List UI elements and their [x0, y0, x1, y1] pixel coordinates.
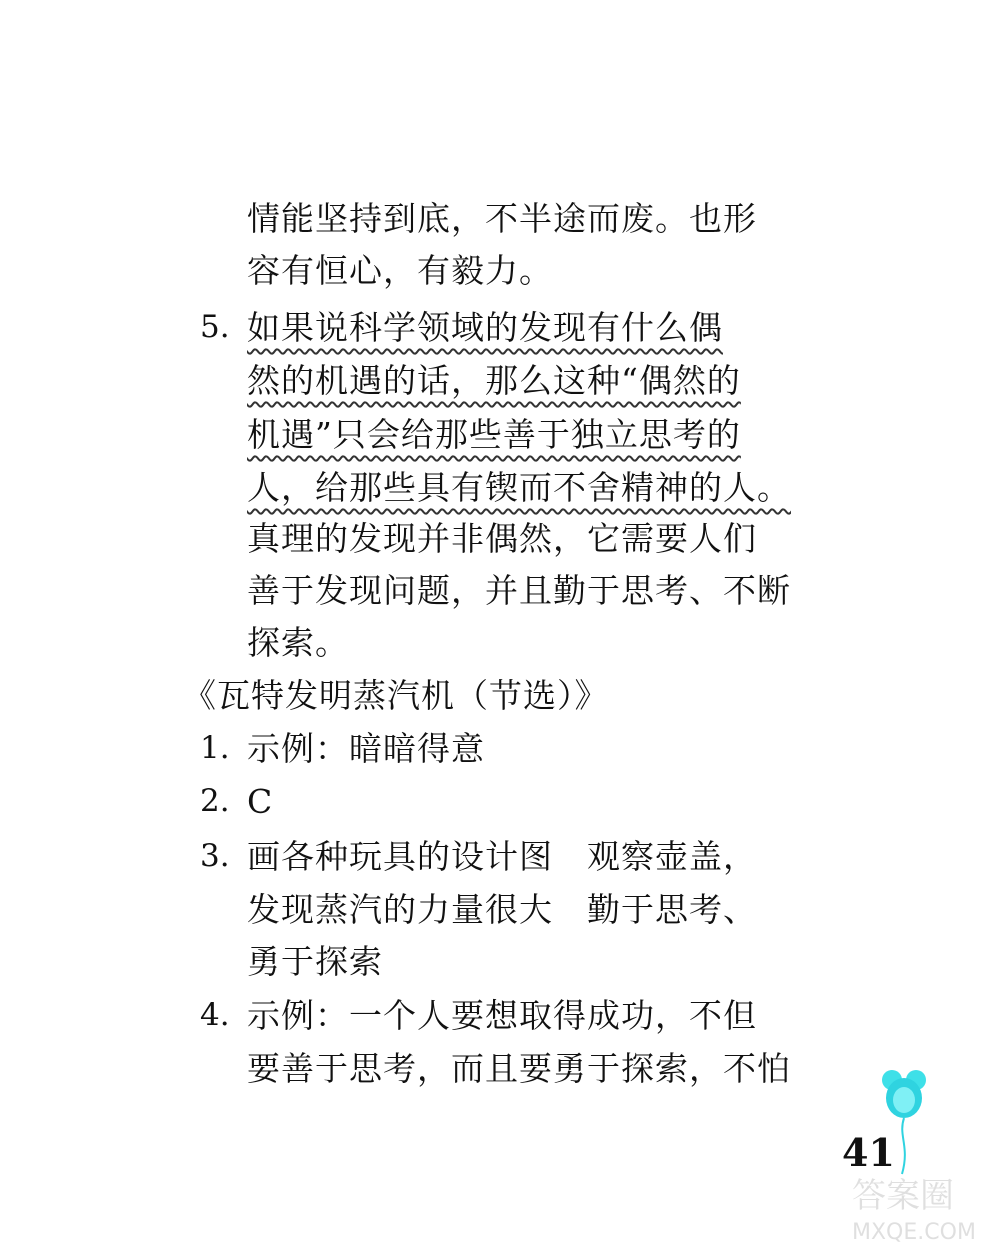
page-number: 41 — [842, 1130, 895, 1175]
svg-text:MXQE.COM: MXQE.COM — [852, 1220, 976, 1245]
item-3-line-3: 勇于探索 — [247, 942, 383, 981]
item-3-line-2: 发现蒸汽的力量很大 勤于思考、 — [247, 890, 757, 929]
question-5-number: 5. — [200, 309, 230, 345]
section-title: 《瓦特发明蒸汽机（节选）》 — [183, 676, 609, 715]
question-5-line-3: 机遇”只会给那些善于独立思考的 — [247, 415, 741, 454]
question-5-line-1: 如果说科学领域的发现有什么偶 — [247, 308, 723, 347]
question-5-line-2: 然的机遇的话，那么这种“偶然的 — [247, 361, 741, 400]
item-1-text: 示例：暗暗得意 — [247, 729, 485, 768]
continued-line-1: 情能坚持到底，不半途而废。也形 — [247, 199, 757, 238]
watermark-logo — [848, 1165, 988, 1245]
item-3-number: 3. — [200, 838, 230, 874]
question-5-line-5: 真理的发现并非偶然，它需要人们 — [247, 519, 757, 558]
item-1-number: 1. — [200, 730, 230, 766]
svg-text:答案圈: 答案圈 — [852, 1176, 954, 1216]
item-3-line-1: 画各种玩具的设计图 观察壶盖， — [247, 837, 757, 876]
question-5-line-4: 人，给那些具有锲而不舍精神的人。 — [247, 468, 791, 507]
question-5-line-7: 探索。 — [247, 623, 349, 662]
continued-line-2: 容有恒心，有毅力。 — [247, 251, 553, 290]
question-5-line-6: 善于发现问题，并且勤于思考、不断 — [247, 571, 791, 610]
item-4-line-2: 要善于思考，而且要勇于探索，不怕 — [247, 1049, 791, 1088]
item-2-text: C — [247, 782, 274, 821]
item-4-number: 4. — [200, 997, 230, 1033]
item-2-number: 2. — [200, 783, 230, 819]
item-4-line-1: 示例：一个人要想取得成功，不但 — [247, 996, 757, 1035]
